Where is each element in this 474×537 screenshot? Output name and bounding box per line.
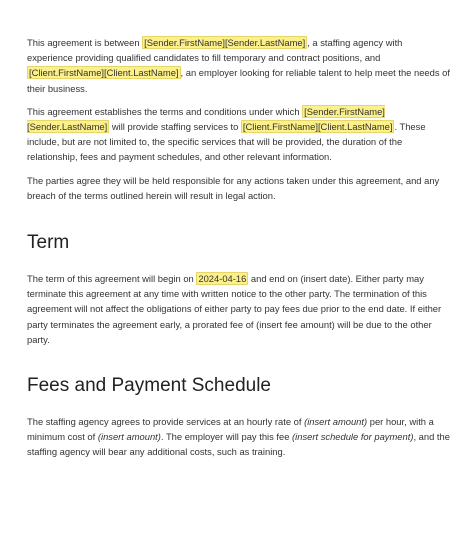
start-date-field[interactable]: 2024-04-16 [198, 273, 247, 285]
client-field[interactable] [241, 120, 395, 133]
intro-paragraph-parties [27, 35, 450, 96]
client-lastname-field[interactable]: [Client.LastName] [317, 121, 393, 133]
client-firstname-field[interactable]: [Client.FirstName] [29, 67, 105, 79]
intro-paragraph-terms [27, 104, 450, 165]
text-run: . These include, but are not limited to, the specific services that will be provided, the duration of the relationship, fees and payment schedules, and other relevant information. [27, 121, 426, 163]
section-heading-term: Term [27, 232, 70, 254]
sender-lastname-field[interactable]: [Sender.LastName] [27, 121, 108, 133]
text-run: , and the staffing agency will bear any additional costs, such as training. [27, 431, 450, 458]
text-run: . The employer will pay this fee [160, 431, 293, 443]
sender-firstname-field[interactable]: [Sender.FirstName] [304, 105, 385, 117]
sender-firstname-field[interactable]: [Sender.FirstName] [144, 37, 225, 48]
client-field[interactable] [27, 66, 181, 79]
hourly-rate-placeholder: (insert amount) [304, 416, 368, 428]
text-run: , an employer looking for reliable talent to help meet the needs of their business. [27, 67, 450, 94]
text-run: The staffing agency agrees to provide services at an hourly rate of [27, 416, 305, 428]
client-lastname-field[interactable]: [Client.LastName] [104, 67, 179, 79]
client-firstname-field[interactable]: [Client.FirstName] [242, 121, 318, 133]
payment-schedule-placeholder: (insert schedule for payment) [292, 431, 414, 443]
text-run: and end on (insert date). Either party may terminate this agreement at any time with written notice to the other party. The termination of this agreement will not affect the obligations of either party to pay fees due prior to the end date. If either party terminates the agreement early, a prorated fee of (insert fee amount) will be due to the other party. [27, 273, 442, 345]
text-run: This agreement is between [27, 37, 143, 48]
text-run: , a staffing agency with experience providing qualified candidates to fill temporary and contract positions, and [27, 37, 403, 64]
term-paragraph [27, 271, 450, 347]
text-run: per hour, with a minimum cost of [27, 416, 434, 443]
document-body [27, 35, 450, 460]
section-heading-fees: Fees and Payment Schedule [27, 375, 271, 397]
sender-lastname-field[interactable]: [Sender.LastName] [224, 37, 306, 48]
intro-paragraph-liability: The parties agree they will be held responsible for any actions taken under this agreement, and any breach of the terms outlined herein will result in legal action. [27, 174, 440, 201]
fees-paragraph [27, 414, 450, 460]
text-run: will provide staffing services to [109, 121, 241, 133]
sender-field[interactable] [142, 36, 307, 49]
text-run: The term of this agreement will begin on [27, 273, 197, 285]
text-run: This agreement establishes the terms and conditions under which [27, 105, 303, 117]
minimum-cost-placeholder: (insert amount) [97, 431, 161, 443]
